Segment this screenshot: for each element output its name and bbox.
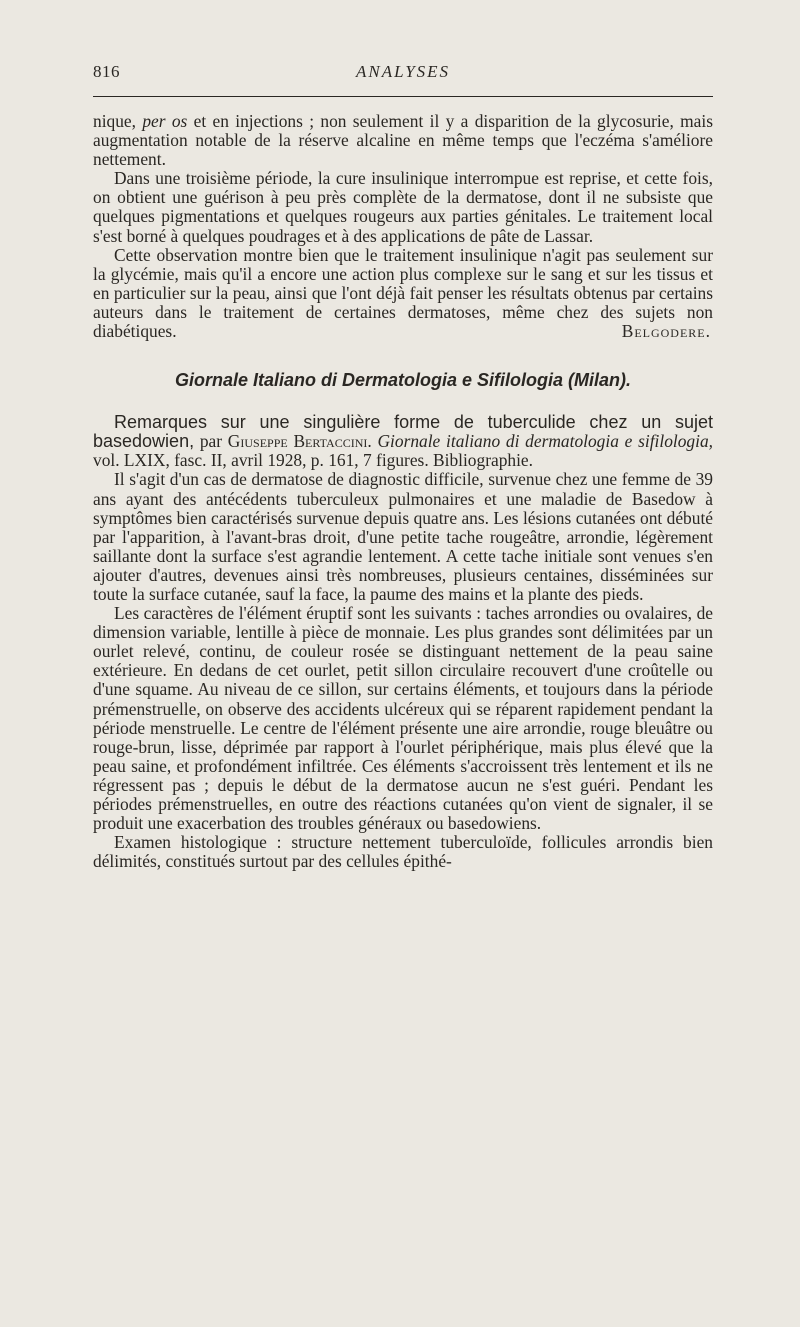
journal-heading: Giornale Italiano di Dermatologia e Sifilologia (Milan).	[174, 370, 632, 391]
text-run: par	[194, 431, 228, 452]
page	[93, 62, 714, 872]
header-rule	[93, 96, 713, 97]
article-author: Giuseppe Bertaccini.	[227, 431, 372, 452]
paragraph: Examen histologique : structure nettement tuberculoïde, follicules arrondis bien délimités, constitués surtout par des cellules épithé-	[93, 832, 713, 872]
paragraph: Dans une troisième période, la cure insulinique interrompue est reprise, et cette fois, on obtient une guérison à peu près complète de la dermatose, dont il ne subsiste que quelques pigmentations et quelques rougeurs aux parties génitales. Le traitement local s'est borné à quelques poudrages et à des applications de pâte de Lassar.	[93, 168, 713, 246]
paragraph: Les caractères de l'élément éruptif sont les suivants : taches arrondies ou ovalaires, de dimension variable, lentille à pièce de monnaie. Les plus grandes sont délimitées par un ourlet relevé, continu, de couleur rosée se distinguant nettement de la peau saine extérieure. En dedans de cet ourlet, petit sillon circulaire recouvert d'une croûtelle ou d'une squame. Au niveau de ce sillon, sur certains éléments, et toujours dans la période prémenstruelle, on observe des accidents ulcéreux qui se réparent rapidement pendant la période menstruelle. Le centre de l'élément présente une aire arrondie, rouge bleuâtre ou rouge-brun, lisse, déprimée par rapport à l'ourlet périphérique, mais plus élevé que la peau saine, et profondément infiltrée. Ces éléments s'accroissent très lentement et ils ne régressent pas ; depuis le début de la dermatose aucun ne s'est guéri. Pendant les périodes prémenstruelles, en outre des réactions cutanées qu'on vient de signaler, il se produit une exacerbation des troubles généraux ou basedowiens.	[93, 603, 713, 834]
article-title: Remarques sur une singulière forme de tuberculide chez un sujet basedowien,	[93, 412, 713, 452]
page-body	[93, 112, 713, 871]
paragraph	[93, 246, 713, 341]
text-run: nique,	[93, 111, 143, 131]
running-title: ANALYSES	[355, 62, 451, 81]
paragraph	[93, 112, 713, 169]
article-citation	[93, 413, 713, 470]
citation-details: vol. LXIX, fasc. II, avril 1928, p. 161, 7 figures. Bibliographie.	[93, 450, 533, 471]
paragraph: Il s'agit d'un cas de dermatose de diagnostic difficile, survenue chez une femme de 39 ans ayant des antécédents tuberculeux pulmonaires et une maladie de Basedow à symptômes bien caractérisés survenue depuis quatre ans. Les lésions cutanées ont débuté par l'apparition, à l'avant-bras droit, d'une petite tache rougeâtre, arrondie, légèrement saillante dont la surface s'est agrandie lentement. A cette tache initiale sont venues s'en ajouter d'autres, devenues ainsi très nombreuses, plusieurs centaines, disséminées sur toute la surface cutanée, sauf la face, la paume des mains et la plante des pieds.	[93, 469, 713, 604]
italic-text: per os	[142, 111, 188, 131]
page-header	[93, 62, 713, 92]
page-number: 816	[93, 62, 120, 81]
text-run: et en injections ; non seulement il y a disparition de la glycosurie, mais augmentation notable de la réserve alcaline en même temps que l'eczéma s'améliore nettement.	[93, 111, 714, 170]
text-run: Cette observation montre bien que le traitement insulinique n'agit pas seulement sur la glycémie, mais qu'il a encore une action plus complexe sur le sang et sur les tissus et en particulier sur la peau, ainsi que l'ont déjà fait penser les résultats obtenus par certains auteurs dans le traitement de certaines dermatoses, même chez des sujets non diabétiques.	[93, 244, 713, 342]
journal-name: Giornale italiano di dermatologia e sifilologia,	[377, 431, 713, 452]
signature: Belgodere.	[621, 321, 711, 342]
